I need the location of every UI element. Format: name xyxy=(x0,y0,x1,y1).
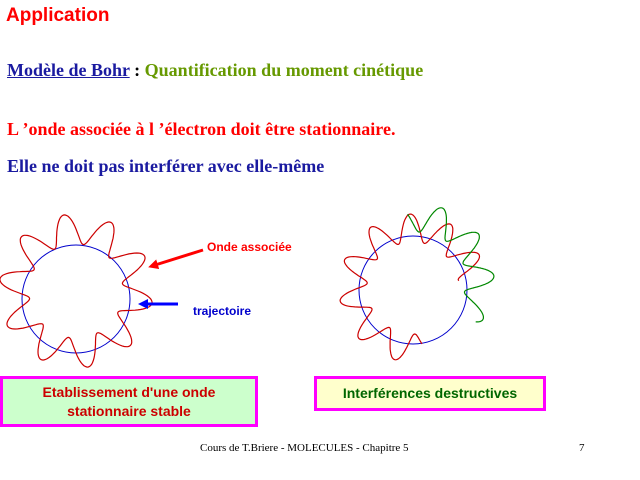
trajectory-orbit-left xyxy=(22,245,130,353)
subtitle-topic: Quantification du moment cinétique xyxy=(144,60,424,80)
label-trajectory: trajectoire xyxy=(193,304,252,318)
statement-no-interference: Elle ne doit pas interférer avec elle-même xyxy=(7,156,325,176)
caption-stable-line1: Etablissement d'une onde xyxy=(42,383,216,400)
subtitle-separator: : xyxy=(129,60,145,80)
caption-stable-line2: stationnaire stable xyxy=(67,402,191,419)
subtitle-model: Modèle de Bohr xyxy=(7,60,130,80)
page-number: 7 xyxy=(579,442,585,454)
footer-course: Cours de T.Briere - MOLECULES - Chapitre 5 xyxy=(200,442,409,454)
slide-title: Application xyxy=(6,5,110,26)
caption-stable-wave xyxy=(0,376,258,427)
red-arrow-icon xyxy=(152,250,203,266)
statement-stationary: L ’onde associée à l ’électron doit être stationnaire. xyxy=(7,119,396,139)
label-wave: Onde associée xyxy=(207,240,292,254)
caption-destructive: Interférences destructives xyxy=(314,376,546,411)
